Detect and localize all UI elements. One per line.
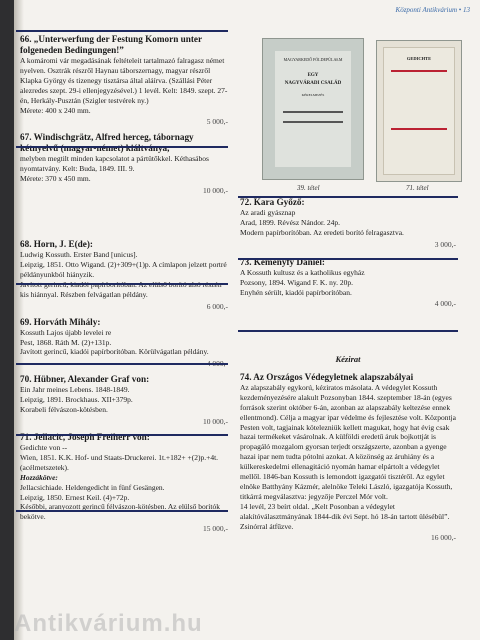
lot-line: Pest, 1868. Ráth M. (2)+131p. xyxy=(20,337,112,347)
lot-line: Későbbi, aranyozott gerincű félvászon-kötésben. Az elülső borítók bekötve. xyxy=(20,502,220,522)
lot-description: melyben megtilt minden kapcsolatot a pártütőkkel. Kéthasábos nyomtatvány. Kelt: Buda, 1849. III. 9. xyxy=(20,154,209,174)
lot-description: Az alapszabály egykorú, kéziratos másolata. A védegylet Kossuth kezdeményezésére alakult Pozsonyban 1844. szeptember 18-án (egyes források szerint október 6-án, azonban az alapszabály keltezése ennek ellentmond). Célja a magyar ipar védelme és fejlesztése volt. Központja Pesten volt, tagjainak kötelezniük kellett magukat, hogy hat évig csak hazai termékeket vásárolnak. A külföldi eredetű áruk bojkottját is propagáló mozgalom gyorsan terjedt országszerte, azonban a gyenge hazai ipar nem tudta pótolni azokat. A közönség az áruhiány és a külkereskedelmi ellenagitáció nyomán hamar elpártolt a védegylet mellől. 1846-ban Kossuth is lemondott igazgatói tisztéről. Az egylet elnöke Batthyány Kázmér, alelnöke Teleki László, igazgatója Kossuth, titkárrá megválasztva: jegyzője Perczel Mór volt. xyxy=(240,383,456,501)
divider xyxy=(16,510,228,512)
lot-title: „Unterwerfung der Festung Komorn unter folgeneden Bedingungen!” xyxy=(20,34,202,56)
lot-line: Leipzig, 1850. Ernest Keil. (4)+72p. xyxy=(20,492,130,502)
lot-price: 4 000,- xyxy=(434,299,456,309)
divider xyxy=(16,30,228,32)
lot-71 xyxy=(20,432,228,533)
lot-line: Gedichte von -- xyxy=(20,443,68,453)
cover-rule xyxy=(391,128,447,130)
divider xyxy=(238,258,458,260)
lot-description: A komáromi vár megadásának feltételeit tartalmazó falragasz német nyelven. Osztrák részről Haynau táborszernagy, magyar részről Klapka György és tizenegy tisztársa által aláírva. (Szállási Péter alezredes szept. 29-i ellenjegyzésével.) 1 levél. Kelt: 1849. szept. 27-én, Herkály-Pusztán (Szigler testvérek ny.) xyxy=(20,56,228,105)
lot-title: Hübner, Alexander Graf von: xyxy=(33,374,150,385)
lot-line: A Kossuth kultusz és a katholikus egyház xyxy=(240,267,365,277)
cover-text: NAGYVÁRADI CSALÁD xyxy=(284,81,342,86)
cover-text: KÉRELMEZÉS xyxy=(301,93,325,97)
lot-73 xyxy=(240,257,456,309)
lot-price: 6 000,- xyxy=(206,301,228,311)
image-caption: 39. tétel xyxy=(297,184,320,192)
lot-68 xyxy=(20,239,228,310)
lot-line: Enyhén sérült, kiadói papírborítóban. xyxy=(240,287,352,297)
lot-line: Javított gerincű, kiadói papírborítóban. Körülvágatlan példány. xyxy=(20,347,209,357)
image-caption: 71. tétel xyxy=(406,184,429,192)
lot-line: Jellacsichiade. Heldengedicht in fünf Gesängen. xyxy=(20,482,165,492)
lot-line: Wien, 1851. K.K. Hof- und Staats-Druckerei. 1t.+182+ +(2)p.+4t. (acélmetszetek). xyxy=(20,452,219,472)
book-image-lot-71 xyxy=(376,40,462,182)
lot-69 xyxy=(20,317,228,369)
lot-number: 67. xyxy=(20,132,32,143)
divider xyxy=(16,434,228,436)
lot-number: 74. xyxy=(240,372,252,382)
lot-title: Az Országos Védegyletnek alapszabályai xyxy=(253,372,414,382)
cover-rule xyxy=(283,121,344,123)
left-column xyxy=(20,34,228,539)
lot-line: Ludwig Kossuth. Erster Band [unicus]. xyxy=(20,250,138,260)
lot-title: Jellacic, Joseph Freiherr von: xyxy=(33,432,150,443)
divider xyxy=(16,146,228,148)
lot-title: Horváth Mihály: xyxy=(33,316,101,327)
lot-number: 69. xyxy=(20,316,32,327)
lot-line: Az aradi gyásznap xyxy=(240,208,296,218)
cover-rule xyxy=(391,70,447,72)
lot-price: 10 000,- xyxy=(203,417,228,427)
lot-line: Javított gerincű, kiadói papírborítóban. Az elülső borító alsó részén kis hiánnyal. Részben felvágatlan példány. xyxy=(20,279,222,299)
lot-line: Leipzig, 1851. Otto Wigand. (2)+309+(1)p. A címlapon jelzett portré példányunkból hiányzik. xyxy=(20,260,227,279)
running-header: Központi Antikvárium • 13 xyxy=(395,6,470,14)
lot-price: 5 000,- xyxy=(206,117,228,127)
lot-number: 71. xyxy=(20,432,32,443)
lot-size: Mérete: 400 x 240 mm. xyxy=(20,105,91,115)
lot-line: Pozsony, 1894. Wigand F. K. ny. 20p. xyxy=(240,277,353,287)
catalog-page xyxy=(14,0,480,640)
lot-title: Keményfy Dániel: xyxy=(253,256,325,267)
lot-line: Zsinórral átfűzve. xyxy=(240,521,294,531)
lot-66 xyxy=(20,34,228,126)
lot-line: Leipzig, 1891. Brockhaus. XII+379p. xyxy=(20,395,133,405)
lot-line: Kossuth Lajos újabb levelei re xyxy=(20,327,112,337)
section-heading: Kézirat xyxy=(335,354,361,364)
lot-title: Horn, J. E(de): xyxy=(33,239,93,250)
lot-number: 70. xyxy=(20,374,32,385)
lot-line: Modern papírborítóban. Az eredeti borító felragasztva. xyxy=(240,227,404,237)
book-cover xyxy=(383,47,455,175)
cover-text: MAGYARKEDŐ FÖLDEPÜLAŁM xyxy=(283,57,343,62)
bound-with-label: Hozzákötve: xyxy=(20,472,58,482)
lot-74 xyxy=(240,372,456,542)
divider xyxy=(238,330,458,332)
lot-price: 3 000,- xyxy=(434,239,456,249)
cover-text: GEDICHTE xyxy=(406,56,432,61)
lot-number: 73. xyxy=(240,256,252,267)
lot-number: 66. xyxy=(20,34,32,44)
lot-price: 10 000,- xyxy=(203,186,228,196)
lot-size: Mérete: 370 x 450 mm. xyxy=(20,174,91,184)
watermark: Antikvárium.hu xyxy=(14,610,203,637)
lot-price: 4 000,- xyxy=(206,359,228,369)
divider xyxy=(16,363,228,365)
right-column xyxy=(240,197,456,314)
cover-rule xyxy=(283,111,344,113)
cover-text: EGY xyxy=(307,73,319,78)
lot-number: 72. xyxy=(240,197,252,207)
lot-title: Windischgrätz, Alfred herceg, tábornagy kétnyelvű (magyar-német) kiáltványa, xyxy=(20,132,194,154)
book-image-lot-39 xyxy=(262,38,364,180)
lot-number: 68. xyxy=(20,239,32,250)
lot-67 xyxy=(20,132,228,195)
lot-price: 16 000,- xyxy=(431,533,456,543)
lot-72 xyxy=(240,197,456,249)
lot-line: 14 levél, 23 beírt oldal. „Kelt Posonban a védegylet alakítóválasztmányának 1844-dik évi Sept. hó 18-án tartott ülésébül”. xyxy=(240,501,450,521)
book-cover xyxy=(275,51,351,167)
lot-line: Ein Jahr meines Lebens. 1848-1849. xyxy=(20,385,130,395)
divider xyxy=(16,283,228,285)
lot-title: Kara Győző: xyxy=(253,197,305,207)
lot-line: Arad, 1899. Révész Nándor. 24p. xyxy=(240,217,340,227)
lot-70 xyxy=(20,374,228,426)
spacer xyxy=(20,201,228,239)
right-column-lower xyxy=(240,372,456,548)
lot-price: 15 000,- xyxy=(203,524,228,534)
lot-line: Korabeli félvászon-kötésben. xyxy=(20,405,108,415)
